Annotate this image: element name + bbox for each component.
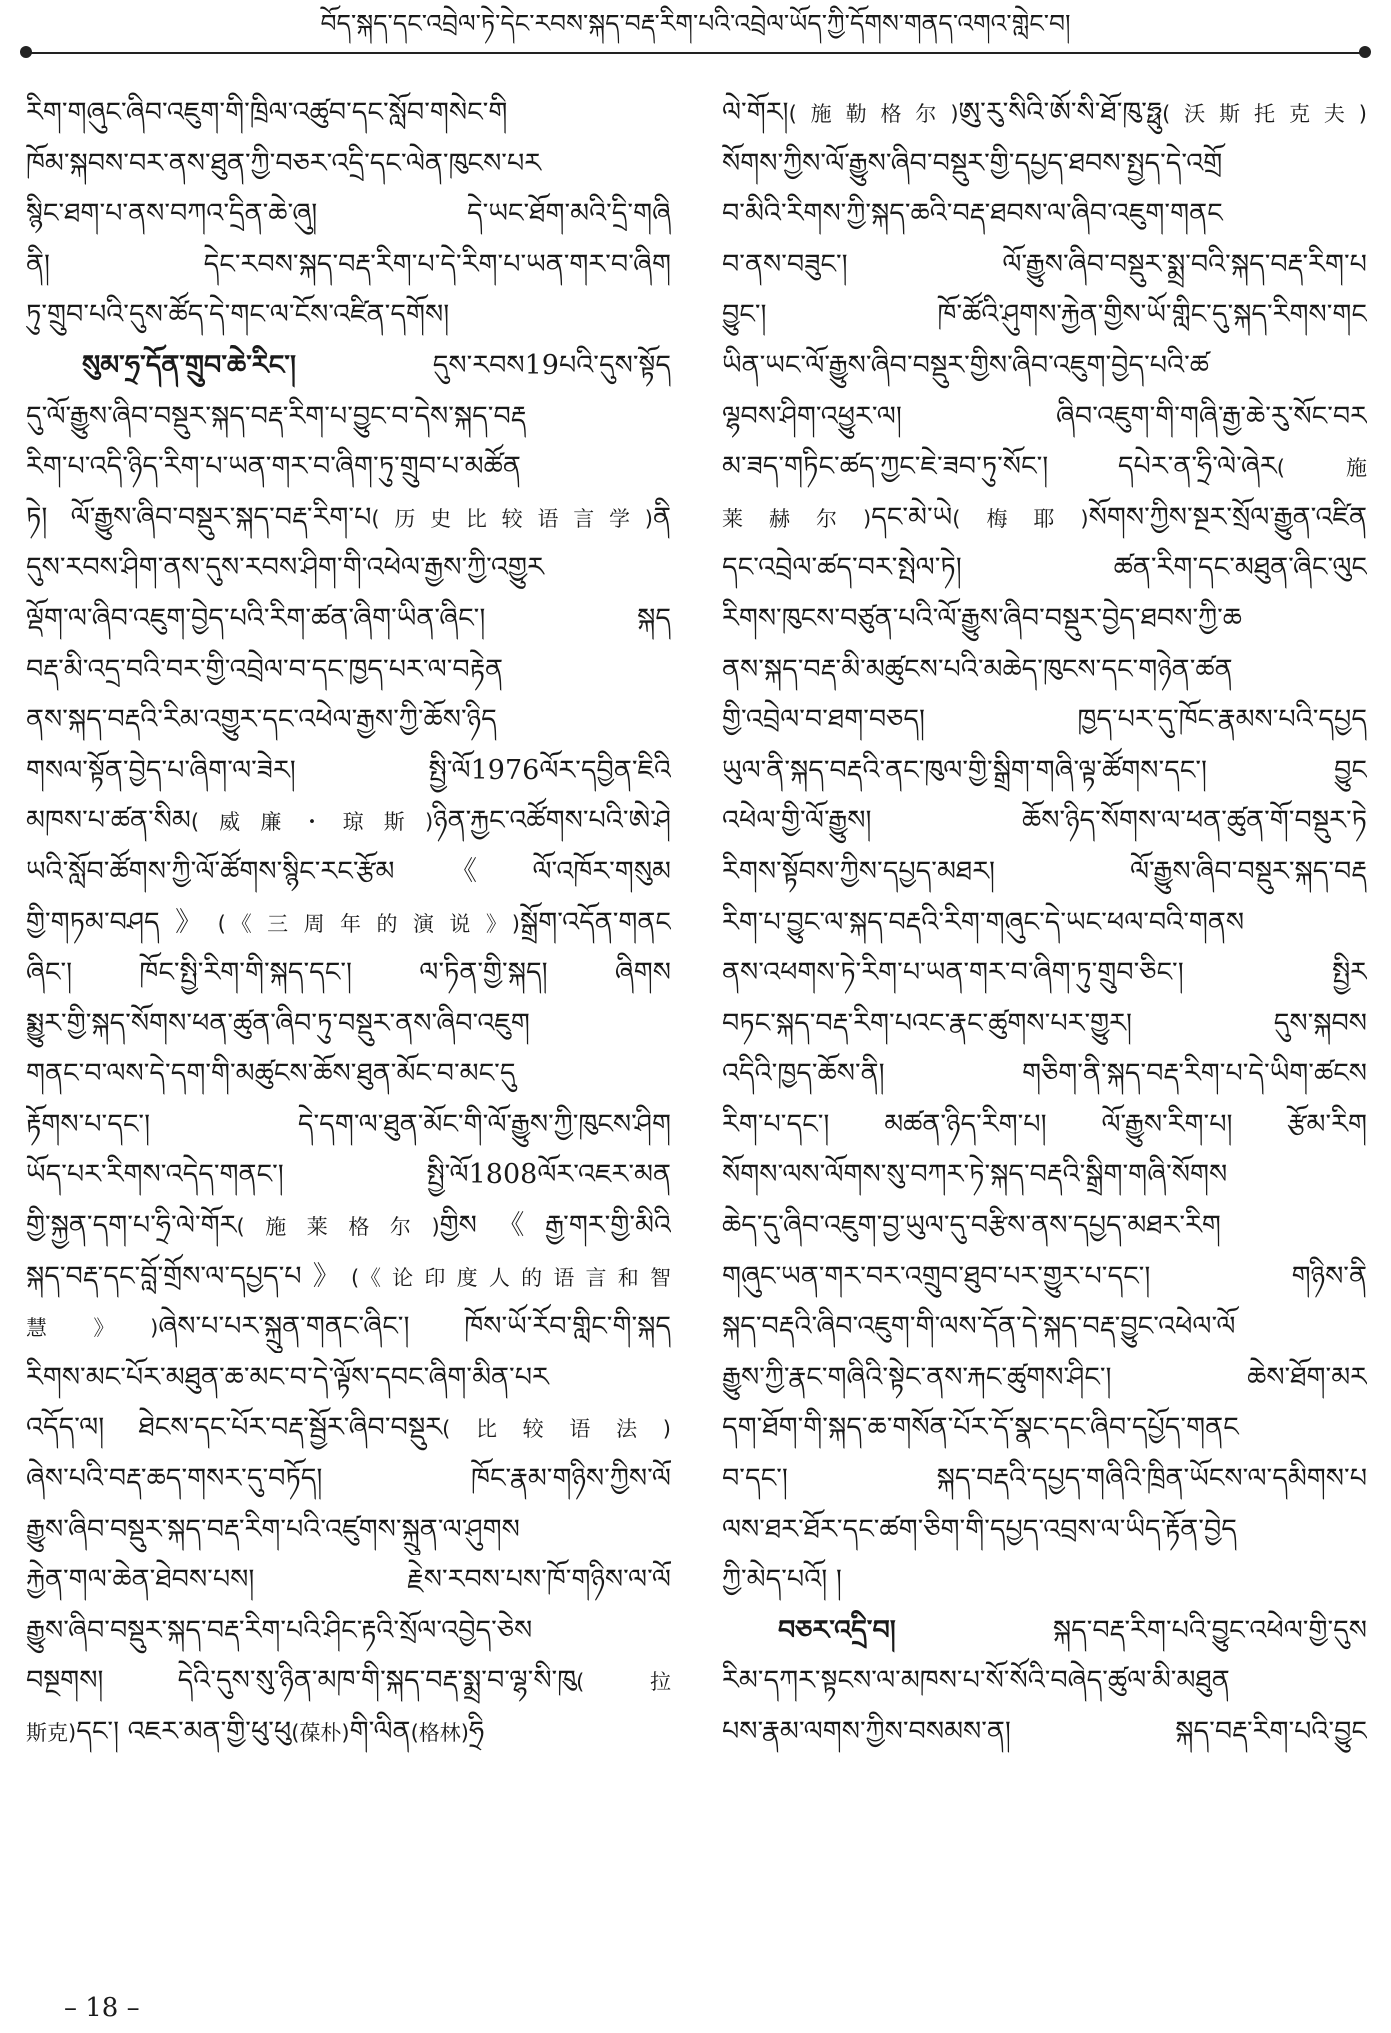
speaker-label: བཅར་འདྲི་བ། xyxy=(778,1614,1053,1646)
tibetan-text: འདོད་ལ། ཐེངས་དང་པོར་བརྡ་སྦྱོར་ཞིབ་བསྡུར xyxy=(26,1412,443,1444)
text-line xyxy=(722,1707,1367,1758)
tibetan-text: སྐད་བརྡའི་ཞིབ་འཇུག་གི་ལས་དོན་དེ་སྐད་བརྡ་བྱུང་འཕེལ་ལོ xyxy=(722,1311,1236,1343)
text-line xyxy=(722,1353,1367,1404)
tibetan-text: ཁོམ་སྐབས་བར་ནས་ཐུན་ཀྱི་བཅར་འདྲི་དང་ལེན་ཁུངས་པར xyxy=(26,147,542,179)
text-line xyxy=(26,1656,671,1707)
chinese-gloss: (威廉・琼斯) xyxy=(190,810,434,835)
text-line xyxy=(722,189,1367,240)
tibetan-text: ཉིན་རྐྱང་འཚོགས་པའི་ཨེ་ཤེ xyxy=(433,805,671,837)
chinese-gloss: (《三周年的演说》) xyxy=(217,911,520,936)
tibetan-text: ཧྲི xyxy=(468,1716,485,1747)
tibetan-text: རྒྱུས་ཞིབ་བསྡུར་སྐད་བརྡ་རིག་པའི་འཛུགས་སྐྲུན་ལ་ཤུགས xyxy=(26,1513,520,1545)
text-line xyxy=(26,1100,671,1151)
tibetan-text: བརྡ་མི་འདྲ་བའི་བར་གྱི་འབྲེལ་བ་དང་ཁྱད་པར་ལ་བརྟེན xyxy=(26,653,504,685)
tibetan-text: ཡིན་ཡང་ལོ་རྒྱུས་ཞིབ་བསྡུར་གྱིས་ཞིབ་འཇུག་བྱེད་པའི་ཚ xyxy=(722,349,1209,381)
text-line xyxy=(26,695,671,746)
text-line xyxy=(26,1302,671,1353)
right-text-column xyxy=(722,88,1367,1968)
text-line xyxy=(722,645,1367,696)
tibetan-text: ཏེ། ལོ་རྒྱུས་ཞིབ་བསྡུར་སྐད་བརྡ་རིག་པ xyxy=(26,501,372,533)
text-line xyxy=(722,999,1367,1050)
tibetan-text: གྱིས《རྒྱ་གར་གྱི་མིའི xyxy=(439,1210,671,1242)
tibetan-text: འདིའི་ཁྱད་ཆོས་ནི། གཅིག་ནི་སྐད་བརྡ་རིག་པ་དེ་ཡིག་ཚངས xyxy=(722,1058,1367,1090)
tibetan-text: རིགས་ཁུངས་བཙུན་པའི་ལོ་རྒྱུས་ཞིབ་བསྡུར་བྱེད་ཐབས་ཀྱི་ཆ xyxy=(722,602,1243,634)
tibetan-text: རིམ་དཀར་སྟངས་ལ་མཁས་པ་སོ་སོའི་བཞེད་ཚུལ་མི་མཐུན xyxy=(722,1665,1230,1697)
tibetan-text: བྱུང་། ཁོ་ཚོའི་ཤུགས་རྐྱེན་གྱིས་ཡོ་གླིང་དུ་སྐད་རིགས་གང xyxy=(722,299,1367,331)
tibetan-text: ནི xyxy=(652,501,671,533)
text-line xyxy=(26,999,671,1050)
text-line xyxy=(722,1252,1367,1303)
tibetan-text: རིག་པ་དང་། མཚན་ཉིད་རིག་པ། ལོ་རྒྱུས་རིག་པ། རྩོམ་རིག xyxy=(722,1108,1367,1140)
tibetan-text: ཞིང་། ཁོང་སྤྱི་རིག་གི་སྐད་དང་། ལ་ཏིན་གྱི་སྐད། ཞིགས xyxy=(26,957,671,989)
chinese-gloss: (比较语法) xyxy=(442,1417,671,1442)
text-line xyxy=(26,948,671,999)
tibetan-text: གྱི་སྐྱན་དག་པ་ཧྲི་ལེ་གོར xyxy=(26,1210,237,1242)
chinese-gloss: (历史比较语言学) xyxy=(371,506,653,531)
text-line xyxy=(722,1201,1367,1252)
tibetan-text: འཕེལ་གྱི་ལོ་རྒྱུས། ཆོས་ཉིད་སོགས་ལ་ཕན་ཚུན་གོ་བསྡུར་ཏེ xyxy=(722,805,1367,837)
text-line xyxy=(26,1201,671,1252)
tibetan-text: བསྔགས། དེའི་དུས་སུ་ཉིན་མཁ་གི་སྐད་བརྡ་སྨྲ་བ་ལྷ་སི་ཁུ xyxy=(26,1665,577,1697)
text-line xyxy=(722,290,1367,341)
text-line xyxy=(722,1049,1367,1100)
chinese-gloss: (拉 xyxy=(576,1670,671,1695)
text-line xyxy=(722,88,1367,139)
text-line xyxy=(26,1555,671,1606)
text-line xyxy=(26,341,671,392)
chinese-gloss: (葆朴) xyxy=(291,1721,350,1745)
text-line xyxy=(26,796,671,847)
tibetan-text: དུས་རབས19པའི་དུས་སྟོད xyxy=(432,349,671,381)
tibetan-text: ལས་ཐར་ཐོར་དང་ཚག་ཅིག་གི་དཔྱད་འབྲས་ལ་ཡིད་རྟོན་བྱེད xyxy=(722,1513,1237,1545)
tibetan-text: རྐྱེན་གལ་ཆེན་ཐེབས་པས། རྗེས་རབས་པས་ཁོ་གཉིས་ལ་ལོ xyxy=(26,1564,671,1596)
tibetan-text: ལེ་གོར། xyxy=(722,97,789,128)
tibetan-text: དང་འབྲེལ་ཚད་བར་སྤེལ་ཏེ། ཚན་རིག་དང་མཐུན་ཞིང་ལུང xyxy=(722,552,1367,584)
tibetan-text: ཡའི་སློབ་ཚོགས་ཀྱི་ལོ་ཚོགས་སྙིང་རང་རྩོམ《ལོ་འཁོར་གསུམ xyxy=(26,855,671,887)
tibetan-text: ཏུ་གྲུབ་པའི་དུས་ཚོད་དེ་གང་ལ་ངོས་འཛིན་དགོས། xyxy=(26,299,450,331)
text-line xyxy=(722,695,1367,746)
text-line xyxy=(26,1049,671,1100)
tibetan-text: གྱི་གཏམ་བཤད》 xyxy=(26,906,218,938)
tibetan-text: ནས་སྐད་བརྡ་མི་མཚུངས་པའི་མཆེད་ཁུངས་དང་གཉེན་ཚན xyxy=(722,653,1233,685)
chinese-gloss: (《论印度人的语言和智 xyxy=(351,1265,671,1290)
tibetan-text: བ་མིའི་རིགས་ཀྱི་སྐད་ཆའི་བརྡ་ཐབས་ལ་ཞིབ་འཇུག་གནང xyxy=(722,198,1223,230)
tibetan-text: རིགས་སྟོབས་ཀྱིས་དཔྱད་མཐར། ལོ་རྒྱུས་ཞིབ་བསྡུར་སྐད་བརྡ xyxy=(722,855,1367,887)
text-line xyxy=(722,796,1367,847)
tibetan-text: གསལ་སྟོན་བྱེད་པ་ཞིག་ལ་ཟེར། སྤྱི་ལོ1976ལོར་དབྱིན་ཇིའི xyxy=(26,754,671,786)
text-line xyxy=(26,442,671,493)
chinese-gloss: (沃斯托克夫) xyxy=(1162,102,1367,126)
text-line xyxy=(26,189,671,240)
tibetan-text: དུ་ལོ་རྒྱུས་ཞིབ་བསྡུར་སྐད་བརྡ་རིག་པ་བྱུང་བ་དེས་སྐད་བརྡ xyxy=(26,400,527,432)
tibetan-text: སོགས་ཀྱིས་ལོ་རྒྱུས་ཞིབ་བསྡུར་གྱི་དཔྱད་ཐབས་སྤྱད་དེ་འགྲོ xyxy=(722,147,1223,179)
text-line xyxy=(26,1403,671,1454)
text-line xyxy=(722,1302,1367,1353)
tibetan-text: ཡོད་པར་རིགས་འདེད་གནང་། སྤྱི་ལོ1808ལོར་འཇར་མན xyxy=(26,1159,671,1191)
text-line xyxy=(722,543,1367,594)
text-line xyxy=(722,240,1367,291)
tibetan-text: བ་ནས་བཟུང་། ལོ་རྒྱུས་ཞིབ་བསྡུར་སྨྲ་བའི་སྐད་བརྡ་རིག་པ xyxy=(722,248,1367,280)
text-line xyxy=(722,898,1367,949)
tibetan-text: ལྡོག་ལ་ཞིབ་འཇུག་བྱེད་པའི་རིག་ཚན་ཞིག་ཡིན་ཞིང་། སྐད xyxy=(26,602,671,634)
tibetan-text: སྨྱུར་གྱི་སྐད་སོགས་ཕན་ཚུན་ཞིབ་ཏུ་བསྡུར་ནས་ཞིབ་འཇུག xyxy=(26,1007,530,1039)
text-line xyxy=(722,847,1367,898)
text-line xyxy=(26,594,671,645)
tibetan-text: པས་རྣམ་ལགས་ཀྱིས་བསམས་ན། སྐད་བརྡ་རིག་པའི་བྱུང xyxy=(722,1716,1367,1747)
text-line xyxy=(26,645,671,696)
tibetan-text: སོགས་ལས་ལོགས་སུ་བཀར་ཏེ་སྐད་བརྡའི་སྒྲིག་གཞི་སོགས xyxy=(722,1159,1228,1191)
tibetan-text: གནང་བ་ལས་དེ་དག་གི་མཚུངས་ཆོས་ཐུན་མོང་བ་མང་དུ xyxy=(26,1058,516,1090)
tibetan-text: རིག་པ་བྱུང་ལ་སྐད་བརྡའི་རིག་གཞུང་དེ་ཡང་ཕལ་བའི་གནས xyxy=(722,906,1245,938)
text-line xyxy=(26,139,671,190)
text-line xyxy=(26,88,671,139)
tibetan-text: དང་མེ་ཡེ xyxy=(871,501,953,533)
text-line xyxy=(26,1454,671,1505)
text-line xyxy=(26,493,671,544)
text-line xyxy=(26,1150,671,1201)
tibetan-text: ཨུ་རུ་སིའི་ཨོ་སི་ཐོ་ཁུ་ཧྥུ xyxy=(958,97,1163,128)
tibetan-text: རིགས་མང་པོར་མཐུན་ཆ་མང་བ་དེ་ལྟོས་དབང་ཞིག་མིན་པར xyxy=(26,1361,549,1393)
running-header: བོད་སྐད་དང་འབྲེལ་ཏེ་དེང་རབས་སྐད་བརྡ་རིག་པའི་འབྲེལ་ཡོད་ཀྱི་དོགས་གནད་འགའ་གླེང་བ། xyxy=(320,9,1071,38)
text-line xyxy=(26,746,671,797)
tibetan-text: ནི། དེང་རབས་སྐད་བརྡ་རིག་པ་དེ་རིག་པ་ཡན་གར་བ་ཞིག xyxy=(26,248,671,280)
tibetan-text: བ་དང་། སྐད་བརྡའི་དཔྱད་གཞིའི་ཁྲིན་ཡོངས་ལ་དམིགས་པ xyxy=(722,1463,1367,1495)
chinese-gloss: 慧》) xyxy=(26,1316,159,1341)
tibetan-text: གཞུང་ཡན་གར་བར་འགྲུབ་ཐུབ་པར་གྱུར་པ་དང་། གཉིས་ནི xyxy=(722,1260,1367,1292)
chinese-gloss: (施 xyxy=(1276,456,1367,481)
left-text-column xyxy=(26,88,671,1968)
text-line xyxy=(722,746,1367,797)
tibetan-text: ཆེད་དུ་ཞིབ་འཇུག་བྱ་ཡུལ་དུ་བརྩིས་ནས་དཔྱད་མཐར་རིག xyxy=(722,1210,1221,1242)
tibetan-text: ཞེས་པའི་བརྡ་ཆད་གསར་དུ་བཏོད། ཁོང་རྣམ་གཉིས་ཀྱིས་ལོ xyxy=(26,1463,671,1495)
tibetan-text: དག་ཐོག་གི་སྐད་ཆ་གསོན་པོར་དོ་སྣང་དང་ཞིབ་དཔྱོད་གནང xyxy=(722,1412,1239,1444)
chinese-gloss: 斯克) xyxy=(26,1721,77,1745)
text-line xyxy=(722,1656,1367,1707)
tibetan-text: སོགས་ཀྱིས་སྔར་སྲོལ་རྒྱུན་འཛིན xyxy=(1088,501,1367,533)
text-line xyxy=(722,1454,1367,1505)
chinese-gloss: (梅耶) xyxy=(952,506,1089,531)
text-line xyxy=(722,1100,1367,1151)
tibetan-text: དུས་རབས་ཤིག་ནས་དུས་རབས་ཤིག་གི་འཕེལ་རྒྱས་ཀྱི་འགྱུར xyxy=(26,552,544,584)
text-line xyxy=(26,543,671,594)
tibetan-text: སྒྲོག་འདོན་གནང xyxy=(520,906,671,938)
speaker-label: སུམ་ཧྲ་དོན་གྲུབ་ཆེ་རིང་། xyxy=(82,349,433,381)
tibetan-text: སྐད་བརྡ་རིག་པའི་བྱུང་འཕེལ་གྱི་དུས xyxy=(1052,1614,1367,1646)
text-line xyxy=(722,594,1367,645)
text-line xyxy=(26,1353,671,1404)
tibetan-text: ལྷབས་ཤིག་འཕྱུར་ལ། ཞིབ་འཇུག་གི་གཞི་རྒྱ་ཆེ་རུ་སོང་བར xyxy=(722,400,1367,432)
tibetan-text: ནས་སྐད་བརྡའི་རིམ་འགྱུར་དང་འཕེལ་རྒྱས་ཀྱི་ཆོས་ཉིད xyxy=(26,704,497,736)
tibetan-text: རིག་པ་འདི་ཉིད་རིག་པ་ཡན་གར་བ་ཞིག་ཏུ་གྲུབ་པ་མཚོན xyxy=(26,451,521,483)
chinese-gloss: (施勒格尔) xyxy=(788,102,959,126)
text-line xyxy=(26,1707,671,1758)
text-line xyxy=(26,240,671,291)
header-ornament-right xyxy=(1359,46,1371,58)
header-rule xyxy=(26,52,1365,54)
tibetan-text: དང་། འཇར་མན་གྱི་ཕུ་ཕུ xyxy=(76,1716,292,1747)
text-line xyxy=(722,1403,1367,1454)
text-line xyxy=(722,139,1367,190)
tibetan-text: སྙིང་ཐག་པ་ནས་བཀའ་དྲིན་ཆེ་ཞུ། དེ་ཡང་ཐོག་མའི་དྲི་གཞི xyxy=(26,198,671,230)
tibetan-text: མཁས་པ་ཚན་སིམ xyxy=(26,805,191,837)
text-line xyxy=(722,1505,1367,1556)
text-line xyxy=(722,1150,1367,1201)
text-line xyxy=(26,1606,671,1657)
text-line xyxy=(722,1606,1367,1657)
text-line xyxy=(722,341,1367,392)
text-line xyxy=(722,392,1367,443)
text-line xyxy=(722,948,1367,999)
text-line xyxy=(722,493,1367,544)
tibetan-text: སྐད་བརྡ་དང་བློ་གྲོས་ལ་དཔྱད་པ》 xyxy=(26,1260,352,1292)
tibetan-text: གྱི་འབྲེལ་བ་ཐག་བཅད། ཁྱད་པར་དུ་ཁོང་རྣམས་པའི་དཔྱད xyxy=(722,704,1367,736)
text-line xyxy=(722,442,1367,493)
tibetan-text: ཞེས་པ་པར་སྐྲུན་གནང་ཞིང་། ཁོས་ཡོ་རོབ་གླིང་གི་སྐད xyxy=(158,1311,671,1343)
page-number: – 18 – xyxy=(64,1993,140,2023)
text-line xyxy=(26,898,671,949)
tibetan-text: བཏང་སྐད་བརྡ་རིག་པའང་རྣང་ཚུགས་པར་གྱུར། དུས་སྐབས xyxy=(722,1007,1367,1039)
tibetan-text: ཡུལ་ནི་སྐད་བརྡའི་ནང་ཁུལ་གྱི་སྒྲིག་གཞི་ལྟ་ཚོགས་དང་། བྱུང xyxy=(722,754,1367,786)
tibetan-text: རིག་གཞུང་ཞིབ་འཇུག་གི་ཁྲིལ་འཚུབ་དང་སློབ་གསེང་གི xyxy=(26,97,508,128)
text-line xyxy=(722,1555,1367,1606)
text-line xyxy=(26,392,671,443)
tibetan-text: རྒྱུས་ཞིབ་བསྡུར་སྐད་བརྡ་རིག་པའི་ཤིང་རྟའི་སྲོལ་འབྱེད་ཅེས xyxy=(26,1614,533,1646)
chinese-gloss: 莱赫尔) xyxy=(722,506,872,531)
text-line xyxy=(26,1252,671,1303)
tibetan-text: ནས་འཕགས་ཏེ་རིག་པ་ཡན་གར་བ་ཞིག་ཏུ་གྲུབ་ཅིང་། སྤྱིར xyxy=(722,957,1367,989)
tibetan-text: རྟོགས་པ་དང་། དེ་དག་ལ་ཐུན་མོང་གི་ལོ་རྒྱུས་ཀྱི་ཁུངས་ཤིག xyxy=(26,1108,671,1140)
tibetan-text: གི་ལིན xyxy=(349,1716,411,1747)
text-line xyxy=(26,290,671,341)
text-line xyxy=(26,1505,671,1556)
chinese-gloss: (施莱格尔) xyxy=(236,1215,440,1240)
tibetan-text: རྒྱུས་ཀྱི་རྣང་གཞིའི་སྟེང་ནས་རྐང་ཚུགས་ཤིང་། ཆེས་ཐོག་མར xyxy=(722,1361,1367,1393)
tibetan-text: ཀྱི་མེད་པའོ། ། xyxy=(722,1564,842,1596)
tibetan-text: མ་ཟད་གཏིང་ཚད་ཀྱང་ཇེ་ཟབ་ཏུ་སོང་། དཔེར་ན་ཧྲི་ལེ་ཞེར xyxy=(722,451,1277,483)
text-line xyxy=(26,847,671,898)
chinese-gloss: (格林) xyxy=(410,1721,469,1745)
